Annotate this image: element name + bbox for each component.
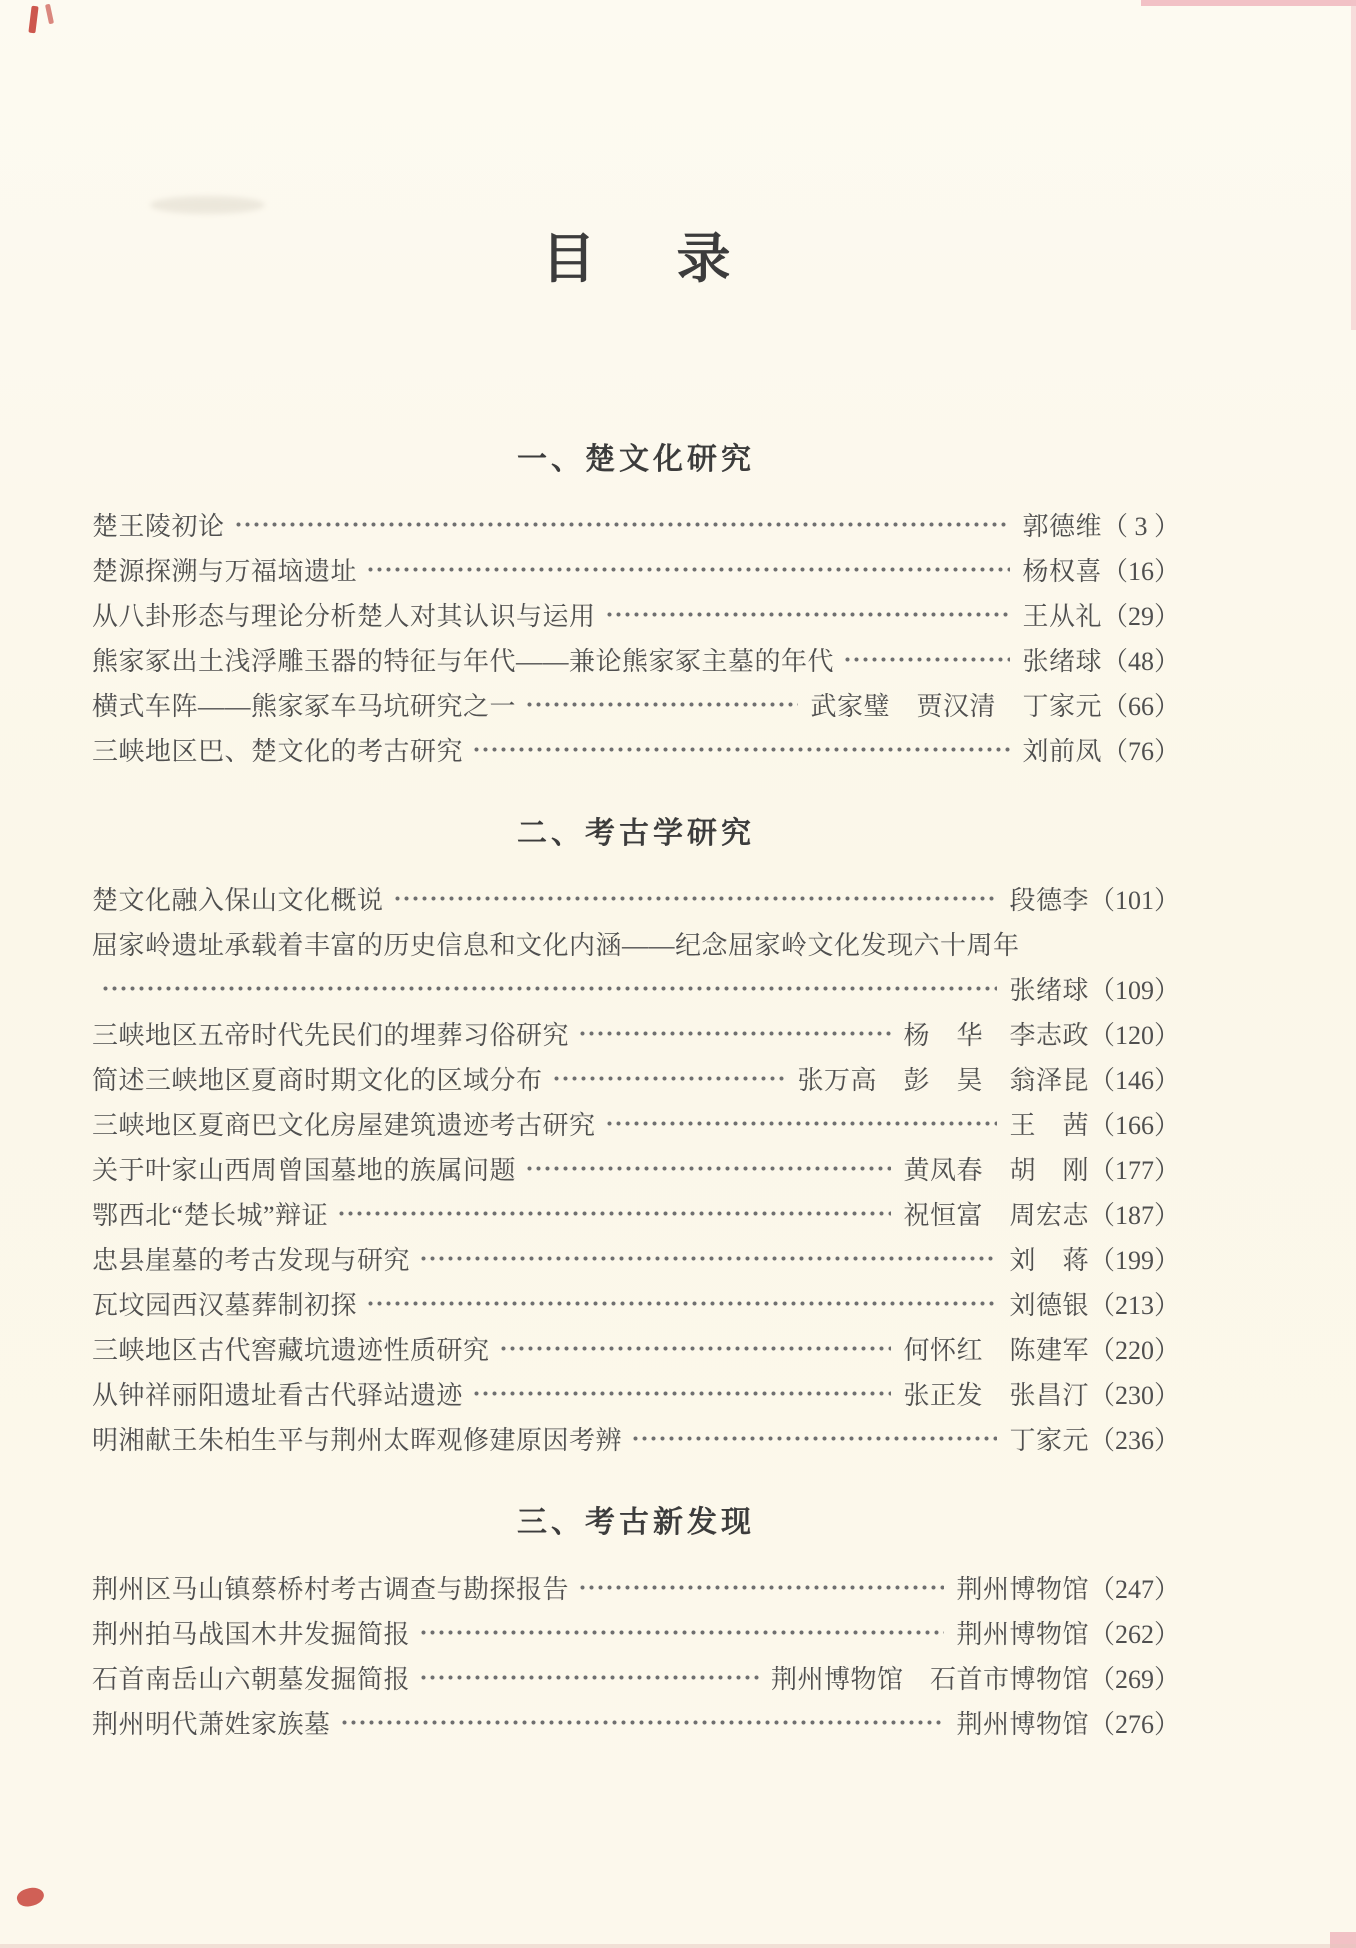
toc-entry bbox=[92, 1610, 1180, 1655]
entry-authors: 祝恒富 周宏志 bbox=[903, 1200, 1089, 1230]
entry-authors: 张绪球 bbox=[1022, 646, 1102, 676]
toc-entry bbox=[92, 637, 1180, 682]
entry-page-number: （16） bbox=[1101, 556, 1180, 586]
entry-page-number: （236） bbox=[1088, 1425, 1180, 1455]
toc-entry bbox=[92, 682, 1180, 727]
section-entries bbox=[92, 1565, 1180, 1745]
entry-page-number: （166） bbox=[1088, 1110, 1180, 1140]
dot-leader bbox=[603, 1101, 998, 1146]
entry-title: 石首南岳山六朝墓发掘简报 bbox=[92, 1664, 411, 1694]
toc-entry bbox=[92, 1191, 1180, 1236]
entry-page-number: （109） bbox=[1088, 975, 1180, 1005]
entry-page-number: （48） bbox=[1101, 646, 1180, 676]
toc-entry bbox=[92, 1700, 1180, 1745]
entry-page-number: （213） bbox=[1088, 1290, 1180, 1320]
entry-title: 鄂西北“楚长城”辩证 bbox=[92, 1200, 329, 1230]
entry-page-number: （276） bbox=[1088, 1709, 1180, 1739]
scan-artifact-bottom-strip bbox=[0, 1944, 1356, 1948]
dot-leader bbox=[417, 1610, 944, 1655]
entry-title: 熊家冢出土浅浮雕玉器的特征与年代——兼论熊家冢主墓的年代 bbox=[92, 646, 835, 676]
dot-leader bbox=[335, 1191, 891, 1236]
entry-title: 荆州明代萧姓家族墓 bbox=[92, 1709, 331, 1739]
entry-page-number: （269） bbox=[1088, 1664, 1180, 1694]
toc-entry bbox=[92, 876, 1180, 921]
entry-authors: 杨 华 李志政 bbox=[903, 1020, 1089, 1050]
toc-entry bbox=[92, 1056, 1180, 1101]
dot-leader bbox=[523, 1146, 891, 1191]
toc-entry bbox=[92, 921, 1180, 966]
entry-title: 忠县崖墓的考古发现与研究 bbox=[92, 1245, 411, 1275]
toc-entry bbox=[92, 1326, 1180, 1371]
section-heading: 三、考古新发现 bbox=[517, 1505, 755, 1539]
toc-entry bbox=[92, 1565, 1180, 1610]
section-heading: 二、考古学研究 bbox=[517, 816, 755, 850]
entry-authors: 王从礼 bbox=[1022, 601, 1102, 631]
entry-page-number: （29） bbox=[1101, 601, 1180, 631]
entry-page-number: （220） bbox=[1088, 1335, 1180, 1365]
entry-page-number: （76） bbox=[1101, 736, 1180, 766]
entry-authors: 刘前凤 bbox=[1022, 736, 1102, 766]
entry-title: 荆州拍马战国木井发掘简报 bbox=[92, 1619, 411, 1649]
toc-entry bbox=[92, 727, 1180, 772]
entry-authors: 刘 蒋 bbox=[1009, 1245, 1089, 1275]
dot-leader bbox=[603, 592, 1011, 637]
entry-authors: 荆州博物馆 bbox=[956, 1619, 1089, 1649]
scan-artifact-bottom-left-mark bbox=[15, 1884, 46, 1909]
dot-leader bbox=[391, 876, 998, 921]
dot-leader bbox=[99, 966, 997, 1011]
entry-title: 三峡地区巴、楚文化的考古研究 bbox=[92, 736, 464, 766]
scan-artifact-bottom-right-strip bbox=[1330, 1932, 1356, 1948]
entry-title: 荆州区马山镇蔡桥村考古调查与勘探报告 bbox=[92, 1574, 570, 1604]
entry-authors: 荆州博物馆 bbox=[956, 1709, 1089, 1739]
dot-leader bbox=[470, 727, 1010, 772]
entry-page-number: （66） bbox=[1101, 691, 1180, 721]
toc-entry bbox=[92, 1146, 1180, 1191]
dot-leader bbox=[470, 1371, 891, 1416]
entry-authors: 黄凤春 胡 刚 bbox=[903, 1155, 1089, 1185]
toc-entry bbox=[92, 1416, 1180, 1461]
dot-leader bbox=[841, 637, 1010, 682]
entry-page-number: （247） bbox=[1088, 1574, 1180, 1604]
toc-entry bbox=[92, 1281, 1180, 1326]
entry-page-number: （120） bbox=[1088, 1020, 1180, 1050]
entry-page-number: （101） bbox=[1088, 885, 1180, 915]
toc-entry bbox=[92, 502, 1180, 547]
toc-entry bbox=[92, 1236, 1180, 1281]
entry-page-number: （146） bbox=[1088, 1065, 1180, 1095]
dot-leader bbox=[523, 682, 798, 727]
entry-title: 横式车阵——熊家冢车马坑研究之一 bbox=[92, 691, 517, 721]
toc-entry bbox=[92, 1655, 1180, 1700]
entry-authors: 王 茜 bbox=[1009, 1110, 1089, 1140]
entry-page-number: （262） bbox=[1088, 1619, 1180, 1649]
entry-title: 三峡地区古代窖藏坑遗迹性质研究 bbox=[92, 1335, 490, 1365]
section-heading: 一、楚文化研究 bbox=[517, 442, 755, 476]
entry-title: 明湘献王朱柏生平与荆州太晖观修建原因考辨 bbox=[92, 1425, 623, 1455]
section-entries bbox=[92, 502, 1180, 772]
dot-leader bbox=[550, 1056, 786, 1101]
entry-authors: 段德李 bbox=[1009, 885, 1089, 915]
entry-page-number: （ 3 ） bbox=[1101, 511, 1180, 541]
toc-section-archaeology-research bbox=[92, 816, 1180, 1461]
entry-title: 三峡地区夏商巴文化房屋建筑遗迹考古研究 bbox=[92, 1110, 596, 1140]
entry-title: 屈家岭遗址承载着丰富的历史信息和文化内涵——纪念屈家岭文化发现六十周年 bbox=[92, 930, 1020, 960]
toc-entry bbox=[92, 966, 1180, 1011]
entry-title: 楚源探溯与万福垴遗址 bbox=[92, 556, 358, 586]
dot-leader bbox=[338, 1700, 945, 1745]
dot-leader bbox=[417, 1236, 997, 1281]
entry-authors: 郭德维 bbox=[1022, 511, 1102, 541]
entry-authors: 张绪球 bbox=[1009, 975, 1089, 1005]
entry-authors: 刘德银 bbox=[1009, 1290, 1089, 1320]
section-entries bbox=[92, 876, 1180, 1461]
entry-authors: 丁家元 bbox=[1009, 1425, 1089, 1455]
toc-entry bbox=[92, 1101, 1180, 1146]
entry-page-number: （177） bbox=[1088, 1155, 1180, 1185]
entry-title: 瓦坟园西汉墓葬制初探 bbox=[92, 1290, 358, 1320]
entry-page-number: （199） bbox=[1088, 1245, 1180, 1275]
entry-authors: 武家璧 贾汉清 丁家元 bbox=[810, 691, 1102, 721]
dot-leader bbox=[364, 1281, 997, 1326]
entry-authors: 张万高 彭 昊 翁泽昆 bbox=[797, 1065, 1089, 1095]
entry-authors: 荆州博物馆 bbox=[956, 1574, 1089, 1604]
entry-page-number: （230） bbox=[1088, 1380, 1180, 1410]
entry-title: 楚王陵初论 bbox=[92, 511, 225, 541]
toc-entry bbox=[92, 592, 1180, 637]
dot-leader bbox=[576, 1565, 944, 1610]
toc-section-new-discoveries bbox=[92, 1505, 1180, 1745]
dot-leader bbox=[576, 1011, 891, 1056]
entry-title: 关于叶家山西周曾国墓地的族属问题 bbox=[92, 1155, 517, 1185]
entry-title: 从钟祥丽阳遗址看古代驿站遗迹 bbox=[92, 1380, 464, 1410]
toc-entry bbox=[92, 1011, 1180, 1056]
dot-leader bbox=[629, 1416, 997, 1461]
page-title: 目 录 bbox=[541, 229, 744, 289]
entry-page-number: （187） bbox=[1088, 1200, 1180, 1230]
entry-title: 三峡地区五帝时代先民们的埋葬习俗研究 bbox=[92, 1020, 570, 1050]
entry-authors: 杨权喜 bbox=[1022, 556, 1102, 586]
dot-leader bbox=[232, 502, 1011, 547]
toc-entry bbox=[92, 547, 1180, 592]
dot-leader bbox=[1027, 921, 1168, 966]
entry-title: 简述三峡地区夏商时期文化的区域分布 bbox=[92, 1065, 543, 1095]
dot-leader bbox=[417, 1655, 759, 1700]
toc-entry bbox=[92, 1371, 1180, 1416]
dot-leader bbox=[497, 1326, 892, 1371]
entry-authors: 何怀红 陈建军 bbox=[903, 1335, 1089, 1365]
entry-authors: 张正发 张昌汀 bbox=[903, 1380, 1089, 1410]
toc-section-chu-culture bbox=[92, 442, 1180, 772]
entry-title: 从八卦形态与理论分析楚人对其认识与运用 bbox=[92, 601, 596, 631]
entry-title: 楚文化融入保山文化概说 bbox=[92, 885, 384, 915]
dot-leader bbox=[364, 547, 1010, 592]
entry-authors: 荆州博物馆 石首市博物馆 bbox=[770, 1664, 1089, 1694]
